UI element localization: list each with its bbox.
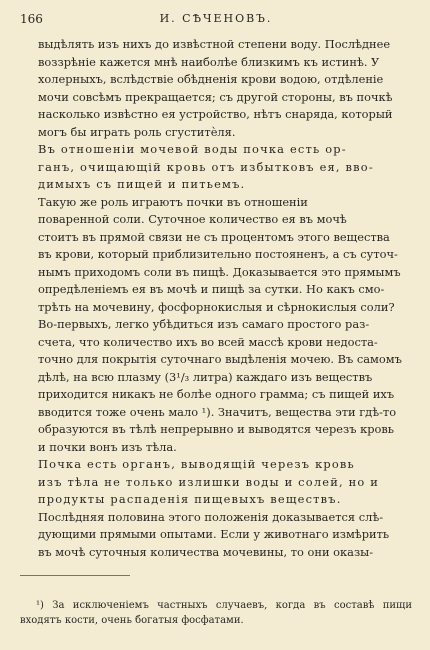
page-header: [20, 12, 412, 30]
text-line: нымъ приходомъ соли въ пищѣ. Доказывается это прямымъ: [38, 264, 401, 279]
text-line: Послѣдняя половина этого положенія доказывается слѣ-: [38, 509, 384, 524]
text-line: опредѣленіемъ ея въ мочѣ и пищѣ за сутки. Но какъ смо-: [38, 282, 385, 296]
text-line: Такую же роль играютъ почки въ отношеніи: [38, 194, 308, 209]
text-line: дующими прямыми опытами. Если у животнаго измѣрить: [38, 527, 390, 541]
text-line: и почки вонъ изъ тѣла.: [38, 439, 177, 454]
text-line: поваренной соли. Суточное количество ея въ мочѣ: [38, 212, 347, 226]
text-line: приходится никакъ не болѣе одного грамма; съ пищей ихъ: [38, 387, 395, 401]
running-head: И. СѢЧЕНОВЪ.: [159, 12, 273, 25]
text-line: Во-первыхъ, легко убѣдиться изъ самаго простого раз-: [38, 317, 370, 331]
paragraph-6: [20, 509, 412, 562]
body-text: [20, 36, 412, 561]
footnote-divider: [20, 575, 130, 576]
paragraph-3: [20, 194, 412, 317]
text-line: насколько извѣстно ея устройство, нѣтъ снаряда, который: [38, 107, 393, 121]
text-line: воззрѣніе кажется мнѣ наиболѣе близкимъ къ истинѣ. У: [38, 54, 380, 69]
text-line: образуются въ тѣлѣ непрерывно и выводятся черезъ кровь: [38, 422, 395, 436]
text-line: счета, что количество ихъ во всей массѣ крови недоста-: [38, 334, 378, 349]
text-line: дѣлѣ, на всю плазму (3¹/₃ литра) каждаго изъ веществъ: [38, 369, 373, 384]
text-line: стоитъ въ прямой связи не съ процентомъ этого вещества: [38, 229, 390, 244]
text-line: вводится тоже очень мало ¹). Значитъ, вещества эти гдѣ-то: [38, 404, 397, 419]
footnote: ¹) За исключеніемъ частныхъ случаевъ, когда въ составѣ пищи входятъ кости, очень богатыя фосфатами.: [20, 600, 412, 626]
text-line: димыхъ съ пищей и питьемъ.: [38, 177, 246, 191]
text-line: холерныхъ, вслѣдствіе обѣдненія крови водою, отдѣленіе: [38, 72, 384, 86]
paragraph-4: [20, 316, 412, 456]
text-line: въ крови, который приблизительно постояненъ, а съ суточ-: [38, 247, 398, 261]
text-line: Почка есть органъ, выводящій черезъ кровь: [38, 457, 355, 471]
page-number: 166: [20, 12, 43, 26]
text-line: выдѣлять изъ нихъ до извѣстной степени воду. Послѣднее: [38, 37, 391, 51]
paragraph-1: [20, 36, 412, 141]
paragraph-2: [20, 141, 412, 194]
text-line: Въ отношеніи мочевой воды почка есть ор-: [38, 142, 347, 156]
text-line: въ мочѣ суточныя количества мочевины, то они оказы-: [38, 544, 374, 559]
text-line: мочи совсѣмъ прекращается; съ другой стороны, въ почкѣ: [38, 89, 393, 104]
text-line: изъ тѣла не только излишки воды и солей, но и: [38, 474, 380, 489]
text-line: трѣть на мочевину, фосфорнокислыя и сѣрнокислыя соли?: [38, 299, 395, 314]
text-line: могъ бы играть роль сгуститèля.: [38, 124, 236, 139]
text-line: ганъ, очищающій кровь отъ избытковъ ея, вво-: [38, 159, 374, 174]
text-line: продукты распаденія пищевыхъ веществъ.: [38, 492, 342, 506]
paragraph-5: [20, 456, 412, 509]
text-line: точно для покрытія суточнаго выдѣленія мочею. Въ самомъ: [38, 352, 402, 366]
